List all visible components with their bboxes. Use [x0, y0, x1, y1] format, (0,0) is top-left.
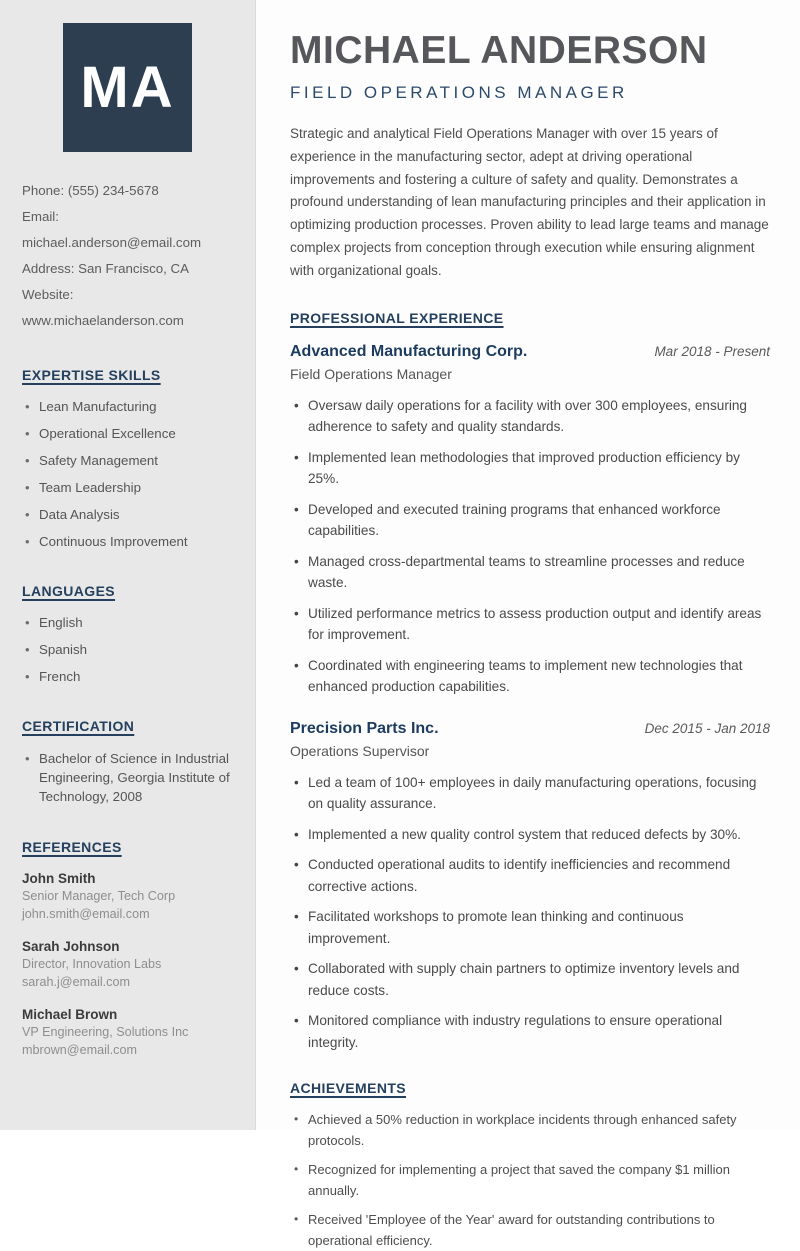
job-bullet: • Conducted operational audits to identify inefficiencies and recommend corrective actions.	[290, 854, 768, 897]
contact-line: Phone: (555) 234-5678	[22, 183, 159, 198]
skill-item: • Safety Management	[22, 452, 233, 469]
reference-entry	[22, 1005, 233, 1059]
contact-line: Email: michael.anderson@email.com	[22, 209, 202, 250]
achievement-bullet: • Recognized for implementing a project that saved the company $1 million annually.	[290, 1159, 768, 1201]
section-title-certification: CERTIFICATION	[22, 718, 135, 734]
skill-item: • Data Analysis	[22, 506, 233, 523]
section-title-references: REFERENCES	[22, 839, 122, 855]
references-list	[22, 869, 233, 1059]
job-bullet-list	[290, 395, 768, 698]
reference-entry	[22, 937, 233, 991]
job-bullet: • Coordinated with engineering teams to implement new technologies that enhanced production capabilities.	[290, 655, 768, 698]
reference-email: mbrown@email.com	[22, 1042, 137, 1057]
avatar-monogram	[63, 23, 192, 152]
contact-line: Address: San Francisco, CA	[22, 261, 190, 276]
section-title-languages: LANGUAGES	[22, 583, 116, 599]
reference-role: Senior Manager, Tech Corp	[22, 889, 176, 903]
skill-item: • Team Leadership	[22, 479, 233, 496]
candidate-title: FIELD OPERATIONS MANAGER	[290, 83, 628, 102]
section-title-expertise-skills: EXPERTISE SKILLS	[22, 367, 161, 383]
section-title-achievements: ACHIEVEMENTS	[290, 1080, 407, 1097]
language-item: • French	[22, 668, 233, 685]
company-name: Precision Parts Inc.	[290, 719, 439, 737]
certification-item: • Bachelor of Science in Industrial Engineering, Georgia Institute of Technology, 2008	[22, 749, 233, 806]
job-header	[290, 343, 770, 361]
sidebar	[0, 0, 256, 1130]
reference-email: sarah.j@email.com	[22, 974, 130, 989]
company-name: Advanced Manufacturing Corp.	[290, 342, 528, 360]
job-bullet: • Implemented a new quality control system that reduced defects by 30%.	[290, 824, 768, 846]
reference-entry	[22, 869, 233, 923]
job-bullet: • Utilized performance metrics to assess production output and identify areas for improvement.	[290, 603, 768, 646]
job-role: Operations Supervisor	[290, 742, 430, 759]
language-item: • English	[22, 614, 233, 631]
candidate-name: MICHAEL ANDERSON	[290, 29, 708, 72]
achievement-bullet: • Received 'Employee of the Year' award for outstanding contributions to operational efficiency.	[290, 1209, 768, 1251]
section-title-professional-experience: PROFESSIONAL EXPERIENCE	[290, 309, 504, 326]
reference-name: John Smith	[22, 871, 96, 886]
language-item: • Spanish	[22, 641, 233, 658]
contact-info	[22, 178, 233, 334]
skill-item: • Lean Manufacturing	[22, 398, 233, 415]
skill-item: • Operational Excellence	[22, 425, 233, 442]
contact-line: Website: www.michaelanderson.com	[22, 287, 184, 328]
job-dates: Mar 2018 - Present	[654, 343, 770, 359]
job-bullet: • Monitored compliance with industry regulations to ensure operational integrity.	[290, 1010, 768, 1053]
languages-list	[22, 614, 233, 685]
summary-paragraph: Strategic and analytical Field Operations Manager with over 15 years of experience in the manufacturing sector, adept at driving operational improvements and fostering a culture of safety and quality. Demonstrates a profound understanding of lean manufacturing principles and their application in optimizing production processes. Proven ability to lead large teams and manage complex projects from conception through execution while ensuring alignment with organizational goals.	[290, 126, 769, 278]
reference-email: john.smith@email.com	[22, 906, 150, 921]
job-bullet: • Developed and executed training programs that enhanced workforce capabilities.	[290, 499, 768, 542]
reference-role: Director, Innovation Labs	[22, 957, 162, 971]
job-bullet-list	[290, 772, 768, 1054]
reference-name: Michael Brown	[22, 1007, 118, 1022]
certification-list	[22, 749, 233, 806]
achievements-list	[290, 1109, 768, 1251]
job-header	[290, 720, 770, 738]
reference-role: VP Engineering, Solutions Inc	[22, 1025, 189, 1039]
main-content	[257, 0, 800, 1249]
job-bullet: • Oversaw daily operations for a facility with over 300 employees, ensuring adherence to safety and quality standards.	[290, 395, 768, 438]
expertise-skills-list	[22, 398, 233, 550]
job-bullet: • Implemented lean methodologies that improved production efficiency by 25%.	[290, 447, 768, 490]
experience-job-2	[290, 720, 768, 1054]
skill-item: • Continuous Improvement	[22, 533, 233, 550]
achievement-bullet: • Achieved a 50% reduction in workplace incidents through enhanced safety protocols.	[290, 1109, 768, 1151]
experience-job-1	[290, 343, 768, 698]
job-bullet: • Managed cross-departmental teams to streamline processes and reduce waste.	[290, 551, 768, 594]
reference-name: Sarah Johnson	[22, 939, 120, 954]
monogram-text: MA	[80, 55, 175, 120]
job-bullet: • Led a team of 100+ employees in daily manufacturing operations, focusing on quality assurance.	[290, 772, 768, 815]
job-dates: Dec 2015 - Jan 2018	[644, 720, 770, 736]
job-bullet: • Collaborated with supply chain partners to optimize inventory levels and reduce costs.	[290, 958, 768, 1001]
job-bullet: • Facilitated workshops to promote lean thinking and continuous improvement.	[290, 906, 768, 949]
job-role: Field Operations Manager	[290, 365, 452, 382]
